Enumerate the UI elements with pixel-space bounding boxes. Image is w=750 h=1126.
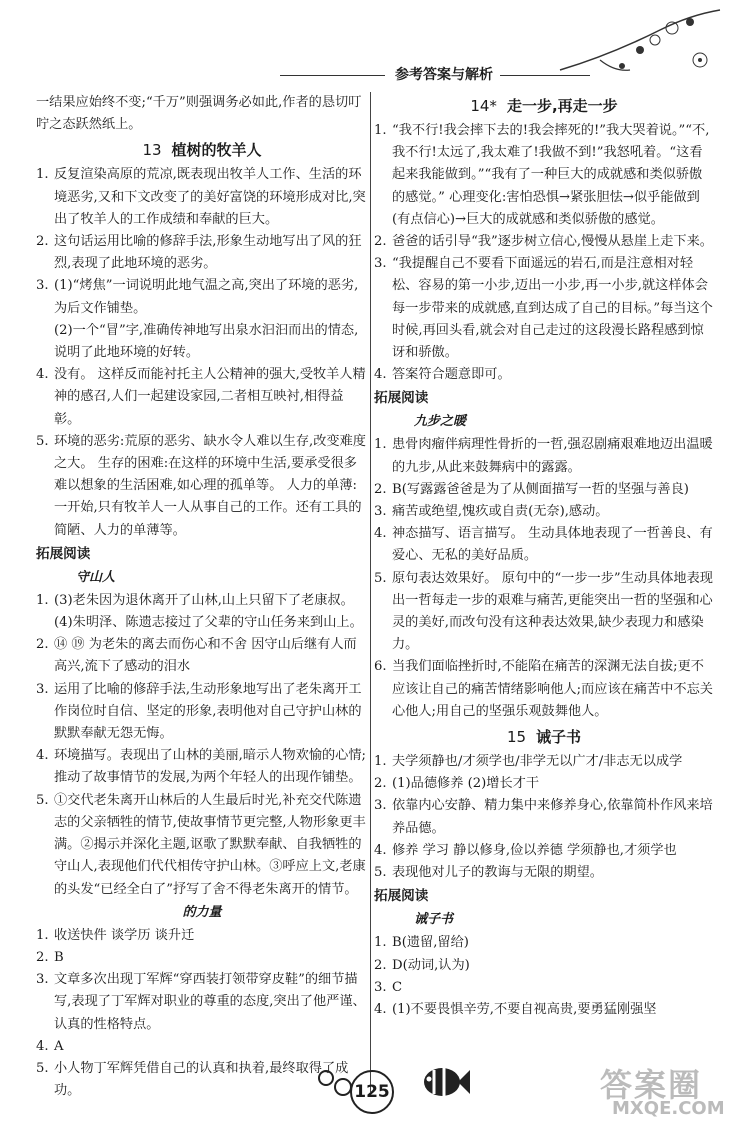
answer-text: 这句话运用比喻的修辞手法,形象生动地写出了风的狂烈,表现了此地环境的恶劣。 — [54, 234, 362, 272]
answer-text: 原句表达效果好。 原句中的“一步一步”生动具体地表现出一哲每走一步的艰难与痛苦,更能突出一哲的坚强和心灵的美好,而改句没有这种表达效果,缺少表现力和感染力。 — [392, 570, 713, 653]
answer-text: 患骨肉瘤伴病理性骨折的一哲,强忍剧痛艰难地迈出温暖的九步,从此来鼓舞病中的露露。 — [392, 437, 713, 475]
answer-item — [36, 364, 368, 431]
answer-item — [374, 501, 714, 523]
answer-number: 5. — [36, 792, 49, 808]
answer-text: B — [54, 949, 64, 965]
answer-text: B(遗留,留给) — [392, 935, 469, 951]
answer-text: ⑭ ⑲ 为老朱的离去而伤心和不舍 因守山后继有人而高兴,流下了感动的泪水 — [54, 637, 357, 675]
answer-text: 修养 学习 静以修身,俭以养德 学须静也,才须学也 — [392, 842, 677, 858]
answer-item — [374, 977, 714, 999]
section-14-answers — [374, 120, 714, 386]
reading-1-answers — [36, 590, 368, 901]
answer-item — [374, 955, 714, 977]
answer-item — [374, 364, 714, 386]
section-14-name: 走一步,再走一步 — [506, 97, 618, 115]
answer-number: 2. — [36, 234, 49, 250]
page-header — [0, 0, 750, 95]
reading-title-jiubu: 九步之暖 — [414, 414, 467, 430]
answer-number: 1. — [374, 123, 387, 138]
answer-text: 收送快件 谈学历 谈升迁 — [54, 927, 195, 943]
answer-item — [374, 932, 714, 954]
answer-number: 2. — [374, 776, 387, 792]
answer-text: 小人物丁军辉凭借自己的认真和执着,最终取得了成功。 — [54, 1060, 349, 1099]
section-15-title — [374, 723, 714, 751]
header-rule-right — [500, 75, 590, 76]
answer-number: 3. — [374, 256, 387, 272]
reading-title-shoushanren: 守山人 — [76, 569, 116, 585]
answer-number: 4. — [374, 367, 387, 383]
section-15-answers — [374, 751, 714, 884]
answer-number: 5. — [36, 1060, 49, 1076]
answer-text: 反复渲染高原的荒凉,既表现出牧羊人工作、生活的环境恶劣,又和下文改变了的美好富饶的环境形成对比,突出了牧羊人的工作成绩和奉献的巨大。 — [54, 167, 366, 227]
reading-title-power: 的力量 — [182, 904, 222, 920]
answer-item — [36, 431, 368, 542]
answer-number: 3. — [36, 972, 49, 988]
answer-text: 文章多次出现丁军辉“穿西装打领带穿皮鞋”的细节描写,表现了丁军辉对职业的尊重的态度,突出了他严谨、认真的性格特点。 — [54, 972, 366, 1032]
section-14-title — [374, 92, 714, 120]
answer-item — [374, 231, 714, 253]
answer-text: B(写露露爸爸是为了从侧面描写一哲的坚强与善良) — [392, 481, 689, 497]
section-14-number: 14* — [470, 97, 497, 115]
answer-item — [374, 751, 714, 773]
answer-text: 运用了比喻的修辞手法,生动形象地写出了老朱离开工作岗位时自信、坚定的形象,表明他对自己守护山林的默默奉献无怨无悔。 — [54, 681, 362, 742]
right-column — [374, 92, 714, 1021]
left-column — [36, 92, 368, 1102]
section-13-name: 植树的牧羊人 — [171, 141, 262, 160]
answer-item — [374, 862, 714, 884]
answer-number: 3. — [36, 278, 49, 294]
answer-number: 3. — [374, 798, 387, 814]
plum-blossom-decoration-icon — [0, 0, 750, 95]
answer-text: (1)品德修养 (2)增长才干 — [392, 776, 540, 792]
answer-text: 痛苦或绝望,愧疚或自责(无奈),感动。 — [392, 504, 609, 520]
answer-item — [36, 679, 368, 746]
answer-number: 4. — [36, 367, 49, 383]
answer-text: 环境的恶劣:荒原的恶劣、缺水令人难以生存,改变难度之大。 生存的困难:在这样的环境中生活,要承受很多难以想象的生活困难,如心理的孤单等。 人力的单薄:一开始,只有牧羊人一人从事自己的工作。还有工具的简陋、人力的单薄等。 — [54, 433, 366, 538]
answer-number: 2. — [374, 234, 387, 250]
reading-3-answers — [374, 434, 714, 723]
answer-item — [374, 253, 714, 364]
section-13-number: 13 — [142, 141, 162, 160]
header-title: 参考答案与解析 — [395, 67, 493, 83]
intro-text: 一结果应始终不变;“千万”则强调务必如此,作者的恳切叮咛之态跃然纸上。 — [36, 95, 362, 133]
answer-number: 2. — [374, 481, 387, 497]
answer-number: 1. — [36, 167, 49, 183]
extended-reading-heading: 拓展阅读 — [36, 545, 91, 562]
reading-4-answers — [374, 932, 714, 1021]
answer-text: A — [54, 1038, 64, 1054]
answer-text: (1)“烤焦”一词说明此地气温之高,突出了环境的恶劣,为后文作铺垫。 — [54, 278, 359, 316]
answer-text: 夫学须静也/才须学也/非学无以广才/非志无以成学 — [392, 754, 683, 770]
answer-number: 2. — [36, 637, 49, 653]
answer-item — [374, 568, 714, 657]
answer-text: (1)不要畏惧辛劳,不要自视高贵,要勇猛刚强坚 — [392, 1001, 657, 1017]
answer-number: 5. — [374, 570, 387, 586]
answer-item — [36, 790, 368, 901]
answer-text: C — [392, 979, 403, 995]
answer-item — [374, 656, 714, 723]
header-rule-left — [280, 75, 385, 76]
answer-text: 环境描写。表现出了山林的美丽,暗示人物欢愉的心情;推动了故事情节的发展,为两个年轻人的出现作铺垫。 — [54, 748, 366, 786]
answer-number: 5. — [36, 433, 49, 449]
answer-number: 1. — [36, 592, 49, 608]
answer-number: 4. — [374, 1001, 387, 1017]
answer-number: 6. — [374, 659, 387, 675]
answer-number: 3. — [374, 504, 387, 520]
answer-item — [374, 773, 714, 795]
answer-item — [36, 969, 368, 1036]
answer-text: 依靠内心安静、精力集中来修养身心,依靠简朴作风来培养品德。 — [392, 798, 713, 836]
extended-reading-heading-2: 拓展阅读 — [374, 888, 429, 905]
answer-item — [36, 925, 368, 947]
answer-item — [36, 1036, 368, 1058]
answer-text: 神态描写、语言描写。 生动具体地表现了一哲善良、有爱心、无私的美好品质。 — [392, 526, 713, 564]
answer-item — [36, 634, 368, 678]
answer-number: 4. — [374, 526, 387, 542]
answer-text: D(动词,认为) — [392, 957, 470, 973]
column-divider — [370, 92, 371, 1092]
answer-text: 当我们面临挫折时,不能陷在痛苦的深渊无法自拔;更不应该让自己的痛苦情绪影响他人;而应该在痛苦中不忘关心他人;用自己的坚强乐观鼓舞他人。 — [392, 659, 713, 719]
answer-item — [374, 479, 714, 501]
answer-text: ①交代老朱离开山林后的人生最后时光,补充交代陈遗志的父亲牺牲的情节,使故事情节更完整,人物形象更丰满。②揭示并深化主题,讴歌了默默奉献、自我牺牲的守山人,表现他们代代相传守护山林。③呼应上文,老康的头发“已经全白了”抒写了舍不得老朱离开的情节。 — [54, 792, 366, 897]
answer-number: 1. — [374, 935, 387, 951]
answer-number: 4. — [36, 1038, 49, 1054]
answer-number: 3. — [374, 979, 387, 995]
answer-number: 4. — [374, 842, 387, 858]
answer-item — [374, 840, 714, 862]
answer-number: 5. — [374, 865, 387, 881]
answer-text: 表现他对儿子的教诲与无限的期望。 — [392, 865, 603, 881]
answer-number: 3. — [36, 681, 49, 697]
watermark-logo: 答案圈 — [600, 1066, 703, 1104]
bubble-icon — [318, 1070, 334, 1086]
answer-item — [374, 999, 714, 1021]
answer-item — [374, 795, 714, 839]
answer-item — [36, 231, 368, 275]
section-13-title — [36, 136, 368, 164]
answer-number: 2. — [36, 949, 49, 965]
watermark-url: MXQE.COM — [612, 1098, 725, 1119]
answer-text: “我提醒自己不要看下面遥远的岩石,而是注意相对轻松、容易的第一小步,迈出一小步,再一小步,就这样体会每一步带来的成就感,直到达成了自己的目标。”每当这个时候,再回头看,就会对自己走过的这段漫长路程感到惊讶和骄傲。 — [392, 256, 713, 361]
extended-reading-heading: 拓展阅读 — [374, 390, 429, 407]
answer-text: “我不行!我会摔下去的!我会摔死的!”我大哭着说。”“不,我不行!太远了,我太难了!我做不到!”我怒吼着。“这看起来我能做到。”“我有了一种巨大的成就感和类似骄傲的感觉。” 心理变化:害怕恐惧→紧张胆怯→似乎能做到(有点信心)→巨大的成就感和类似骄傲的感觉。 — [392, 123, 710, 227]
answer-text: (3)老朱因为退休离开了山林,山上只留下了老康叔。(4)朱明泽、陈遗志接过了父辈的守山任务来到山上。 — [54, 592, 363, 631]
answer-text: (2)一个“冒”字,准确传神地写出泉水汩汩而出的情态,说明了此地环境的好转。 — [54, 322, 359, 361]
answer-text: 答案符合题意即可。 — [392, 367, 511, 383]
answer-item — [36, 745, 368, 789]
answer-item — [36, 947, 368, 969]
answer-item — [374, 523, 714, 567]
page-number: 125 — [350, 1070, 394, 1114]
answer-item — [374, 434, 714, 478]
answer-number: 4. — [36, 748, 49, 764]
section-13-answers — [36, 164, 368, 541]
answer-item — [36, 590, 368, 634]
answer-item — [374, 120, 714, 231]
section-15-number: 15 — [506, 728, 527, 747]
section-15-name: 诫子书 — [536, 728, 582, 747]
answer-text: 爸爸的话引导“我”逐步树立信心,慢慢从悬崖上走下来。 — [392, 234, 713, 250]
answer-number: 2. — [374, 957, 387, 973]
reading-title-jiezishu: 诫子书 — [414, 912, 454, 928]
answer-item — [36, 164, 368, 231]
answer-number: 1. — [36, 927, 49, 943]
answer-item — [36, 320, 368, 364]
answer-item — [36, 275, 368, 319]
answer-text: 没有。 这样反而能衬托主人公精神的强大,受牧羊人精神的感召,人们一起建设家园,二者相互映衬,相得益彰。 — [54, 367, 366, 427]
fish-icon — [420, 1062, 470, 1102]
answer-number: 1. — [374, 437, 387, 453]
answer-number: 1. — [374, 754, 387, 770]
